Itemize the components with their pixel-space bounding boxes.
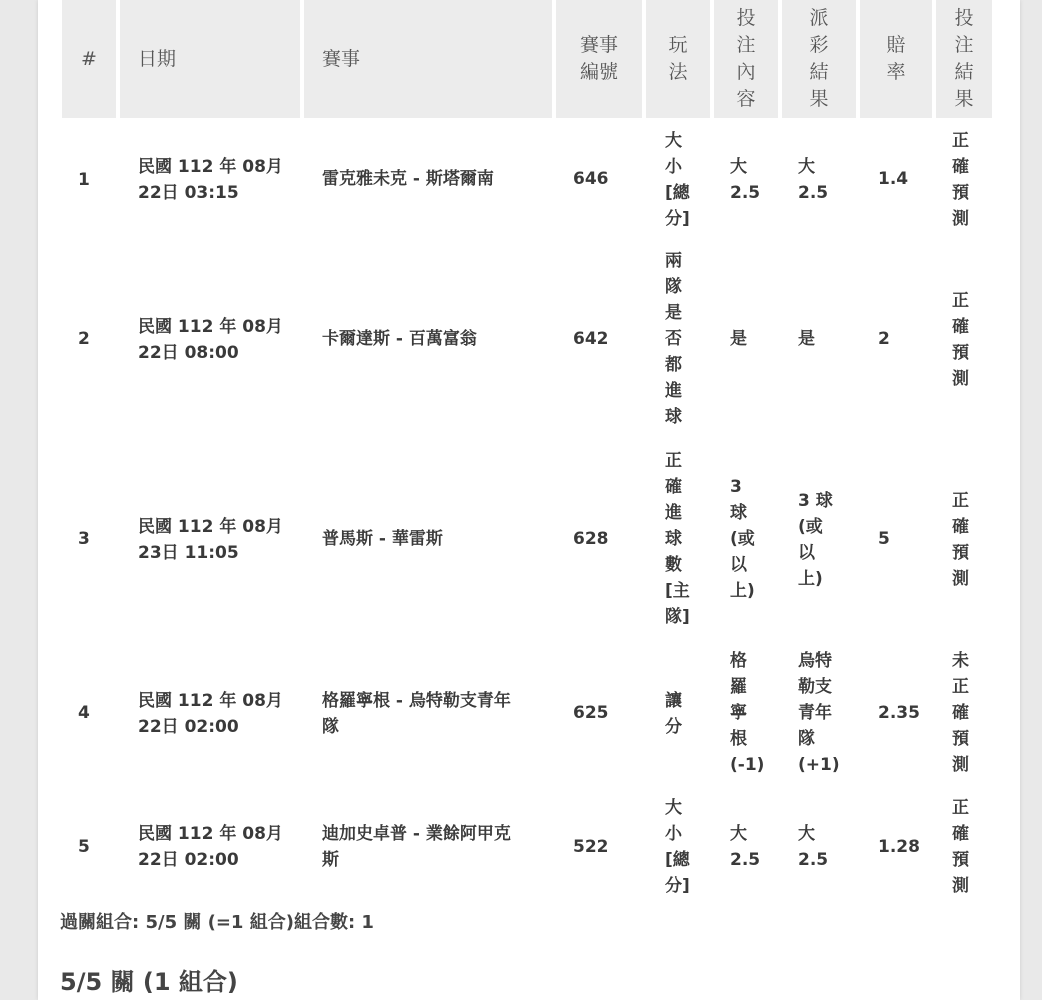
row-play: 大 小 [總 分] [665,798,690,896]
header-bet: 投 注 內 容 [714,0,778,118]
row-date: 民國 112 年 08月 22日 08:00 [138,317,283,363]
header-match: 賽事 [304,0,552,118]
row-date: 民國 112 年 08月 23日 11:05 [138,517,283,563]
row-bet: 格 羅 寧 根 (-1) [730,651,765,775]
row-match-no: 646 [573,169,609,189]
header-date: 日期 [120,0,300,118]
row-outcome: 正 確 預 測 [952,131,969,229]
row-date: 民國 112 年 08月 22日 02:00 [138,691,283,737]
row-outcome: 正 確 預 測 [952,291,969,389]
section-title: 5/5 關 (1 組合) [60,968,238,996]
row-play: 兩 隊 是 否 都 進 球 [665,251,682,427]
row-bet: 大 2.5 [730,824,761,870]
row-play: 正 確 進 球 數 [主 隊] [665,451,690,627]
table-header [38,0,1020,120]
row-index: 2 [78,329,90,349]
row-outcome: 正 確 預 測 [952,798,969,896]
row-odds: 1.4 [878,169,909,189]
row-match: 雷克雅未克 - 斯塔爾南 [322,169,494,189]
row-odds: 2 [878,329,890,349]
row-bet: 3 球 (或 以 上) [730,477,755,601]
row-index: 4 [78,703,90,723]
row-match-no: 628 [573,529,609,549]
row-match: 迪加史卓普 - 業餘阿甲克 斯 [322,824,511,870]
row-result: 3 球 (或 以 上) [798,491,833,589]
row-odds: 5 [878,529,890,549]
row-match: 卡爾達斯 - 百萬富翁 [322,329,477,349]
row-index: 3 [78,529,90,549]
row-odds: 1.28 [878,837,920,857]
row-date: 民國 112 年 08月 22日 03:15 [138,157,283,203]
header-play: 玩 法 [646,0,710,118]
row-result: 大 2.5 [798,824,829,870]
combination-summary: 過關組合: 5/5 關 (=1 組合)組合數: 1 [60,912,374,933]
row-play: 讓 分 [665,691,682,737]
row-result: 是 [798,329,815,349]
row-index: 5 [78,837,90,857]
row-date: 民國 112 年 08月 22日 02:00 [138,824,283,870]
row-bet: 大 2.5 [730,157,761,203]
row-play: 大 小 [總 分] [665,131,690,229]
bet-detail-panel [38,0,1020,1000]
row-outcome: 正 確 預 測 [952,491,969,589]
header-index: # [62,0,116,118]
row-match-no: 522 [573,837,609,857]
header-odds: 賠 率 [860,0,932,118]
header-match-no: 賽事 編號 [556,0,642,118]
row-index: 1 [78,170,90,190]
row-outcome: 未 正 確 預 測 [952,651,969,775]
row-match-no: 625 [573,703,609,723]
row-match: 格羅寧根 - 烏特勒支青年 隊 [322,691,511,737]
row-match: 普馬斯 - 華雷斯 [322,529,443,549]
row-bet: 是 [730,329,747,349]
row-result: 烏特 勒支 青年 隊 (+1) [798,651,840,775]
header-result: 派 彩 結 果 [782,0,856,118]
row-odds: 2.35 [878,703,920,723]
header-outcome: 投 注 結 果 [936,0,992,118]
row-result: 大 2.5 [798,157,829,203]
row-match-no: 642 [573,329,609,349]
